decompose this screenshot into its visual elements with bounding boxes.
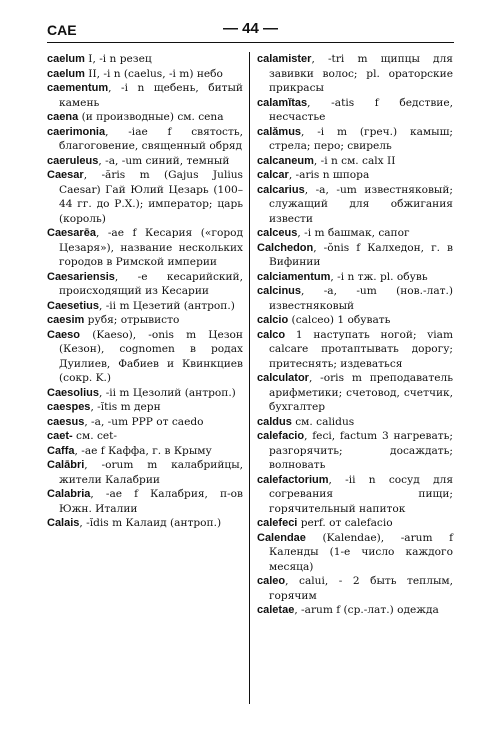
dictionary-entry: [257, 183, 453, 227]
page-number: — 44 —: [222, 20, 279, 37]
entry-definition: , -ae f Кесария («город Цезаря»), название нескольких городов в Римской империи: [59, 227, 243, 268]
entry-definition: , -iae f святость, благоговение, священный обряд: [59, 125, 243, 152]
entry-headword: Caesar: [47, 169, 84, 181]
entry-headword: Caffa: [47, 444, 75, 457]
entry-definition: , -i n тж. pl. обувь: [330, 270, 428, 283]
dictionary-entry: [257, 154, 453, 169]
entry-definition: , -a, -um (нов.-лат.) известняковый: [269, 285, 453, 312]
dictionary-entry: [47, 386, 243, 401]
entry-definition: , -atis f бедствие, несчастье: [269, 96, 453, 123]
dictionary-entry: [47, 444, 243, 459]
entry-definition: , -arum f (ср.-лат.) одежда: [294, 604, 439, 616]
dictionary-entry: [47, 270, 243, 299]
dictionary-entry: [47, 81, 243, 110]
dictionary-entry: [257, 531, 453, 575]
entry-definition: (Kaeso), -onis m Цезон (Кезон), cognomen в родах Дуилиев, Фабиев и Квинкциев (сокр. K.): [59, 328, 243, 384]
entry-headword: caeruleus: [47, 154, 99, 167]
dictionary-entry: [257, 473, 453, 517]
entry-definition: см. calidus: [291, 415, 355, 428]
entry-headword: calceus: [257, 227, 298, 239]
dictionary-entry: [257, 313, 453, 328]
left-column: [47, 52, 243, 531]
entry-definition: , -i m (греч.) камыш; стрела; перо; свирель: [269, 125, 453, 152]
entry-headword: caet-: [47, 430, 73, 442]
entry-headword: calcar: [257, 169, 289, 181]
dictionary-entry: [257, 603, 453, 618]
dictionary-entry: [257, 270, 453, 285]
entry-headword: calămus: [257, 125, 302, 138]
dictionary-entry: [257, 284, 453, 313]
entry-headword: caleo: [257, 575, 286, 587]
dictionary-entry: [47, 313, 243, 328]
entry-headword: caementum: [47, 82, 109, 94]
entry-definition: , -ii n сосуд для согревания пищи; горячительный напиток: [269, 473, 453, 515]
column-divider: [249, 52, 250, 704]
entry-headword: Caesolius: [47, 386, 99, 399]
dictionary-entry: [47, 125, 243, 154]
entry-headword: calculator: [257, 372, 309, 384]
entry-definition: , feci, factum 3 нагревать; разгорячить; досаждать; волновать: [269, 430, 453, 471]
dictionary-entry: [47, 67, 243, 82]
running-head: CAE: [47, 22, 77, 38]
entry-headword: Caesarēa: [47, 227, 96, 239]
dictionary-entry: [47, 487, 243, 516]
entry-definition: , -a, -um известняковый; служащий для обжигания извести: [269, 183, 453, 225]
dictionary-entry: [257, 226, 453, 241]
dictionary-entry: [257, 415, 453, 430]
entry-definition: perf. от calefacio: [297, 517, 393, 529]
dictionary-entry: [257, 429, 453, 473]
entry-headword: calamĭtas: [257, 96, 308, 109]
entry-definition: , -ĭdis m Калаид (антроп.): [79, 517, 222, 529]
entry-definition: , -a, -um PPP от caedo: [84, 415, 204, 428]
dictionary-entry: [47, 299, 243, 314]
dictionary-entry: [47, 458, 243, 487]
entry-headword: calefactorium: [257, 473, 329, 486]
entry-headword: calco: [257, 328, 286, 341]
entry-headword: calefeci: [257, 517, 298, 529]
dictionary-entry: [47, 110, 243, 125]
entry-definition: 1 наступать ногой; viam calcare протаптывать дорогу; притеснять; издеваться: [269, 328, 453, 370]
entry-headword: caldus: [257, 415, 292, 428]
entry-headword: calcaneum: [257, 154, 314, 167]
entry-definition: см. cet-: [72, 430, 118, 442]
entry-definition: , -a, -um синий, темный: [98, 154, 230, 167]
entry-headword: Caesariensis: [47, 270, 115, 283]
dictionary-entry: [257, 371, 453, 415]
entry-definition: , calui, - 2 быть теплым, горячим: [269, 575, 453, 602]
entry-headword: calciamentum: [257, 270, 331, 283]
entry-headword: calcinus: [257, 285, 302, 297]
entry-definition: (и производные) см. cena: [78, 111, 224, 123]
entry-headword: Calendae: [257, 531, 306, 544]
entry-definition: I, -i n резец: [84, 53, 152, 65]
dictionary-entry: [47, 328, 243, 386]
entry-definition: , -ii m Цезолий (антроп.): [98, 386, 236, 399]
entry-definition: II, -i n (caelus, -i m) небо: [84, 67, 223, 80]
entry-headword: calcio: [257, 314, 289, 326]
entry-headword: Calabria: [47, 488, 91, 500]
dictionary-entry: [47, 400, 243, 415]
entry-headword: caelum: [47, 53, 85, 65]
entry-headword: calcarius: [257, 183, 305, 196]
entry-definition: , -i m башмак, сапог: [297, 227, 410, 239]
entry-definition: , -ae f Каффа, г. в Крыму: [74, 444, 212, 457]
dictionary-entry: [257, 516, 453, 531]
entry-headword: calamister: [257, 53, 312, 65]
entry-headword: caesus: [47, 415, 85, 428]
dictionary-entry: [257, 241, 453, 270]
page-header: [47, 20, 454, 43]
entry-definition: , -oris m преподаватель арифметики; счетовод, счетчик, бухгалтер: [269, 372, 453, 413]
entry-definition: , -tri m щипцы для завивки волос; pl. ораторские прикрасы: [269, 53, 453, 94]
entry-headword: caelum: [47, 67, 85, 80]
dictionary-entry: [47, 226, 243, 270]
entry-definition: , -i n см. calx II: [313, 154, 396, 167]
entry-definition: , -aris n шпора: [288, 169, 370, 181]
entry-definition: , -ăris m (Gajus Julius Caesar) Гай Юлий Цезарь (100–44 гг. до Р.Х.); император; царь (король): [59, 169, 243, 225]
entry-headword: caerimonia: [47, 125, 106, 138]
dictionary-entry: [47, 415, 243, 430]
entry-definition: , -ĭtis m дерн: [90, 401, 161, 413]
dictionary-entry: [47, 429, 243, 444]
entry-definition: (calceo) 1 обувать: [288, 314, 391, 326]
entry-headword: caespes: [47, 401, 91, 413]
entry-definition: , -ae f Калабрия, п-ов Южн. Италии: [59, 488, 243, 515]
dictionary-entry: [257, 52, 453, 96]
dictionary-entry: [47, 168, 243, 226]
entry-definition: , -e кесарийский, происходящий из Кесарии: [59, 270, 243, 297]
entry-definition: , -ii m Цезетий (антроп.): [98, 299, 235, 312]
dictionary-entry: [257, 96, 453, 125]
entry-headword: Calchedon: [257, 241, 314, 254]
entry-definition: рубя; отрывисто: [84, 314, 180, 326]
entry-headword: caena: [47, 111, 79, 123]
entry-headword: caletae: [257, 604, 295, 616]
entry-headword: Calais: [47, 517, 80, 529]
dictionary-entry: [47, 154, 243, 169]
dictionary-entry: [257, 328, 453, 372]
entry-definition: , -ŏnis f Калхедон, г. в Вифинии: [269, 241, 453, 268]
entry-headword: Calābri: [47, 459, 85, 471]
entry-definition: , -orum m калабрийцы, жители Калабрии: [59, 459, 243, 486]
right-column: [257, 52, 453, 618]
dictionary-entry: [257, 168, 453, 183]
dictionary-entry: [257, 574, 453, 603]
entry-headword: calefacio: [257, 430, 305, 442]
dictionary-entry: [257, 125, 453, 154]
dictionary-entry: [47, 516, 243, 531]
entry-headword: Caesetius: [47, 299, 99, 312]
entry-definition: , -i n щебень, битый камень: [59, 82, 243, 109]
dictionary-entry: [47, 52, 243, 67]
entry-headword: Caeso: [47, 328, 81, 341]
entry-headword: caesim: [47, 314, 85, 326]
entry-definition: (Kalendae), -arum f Календы (1-е число каждого месяца): [269, 531, 453, 573]
